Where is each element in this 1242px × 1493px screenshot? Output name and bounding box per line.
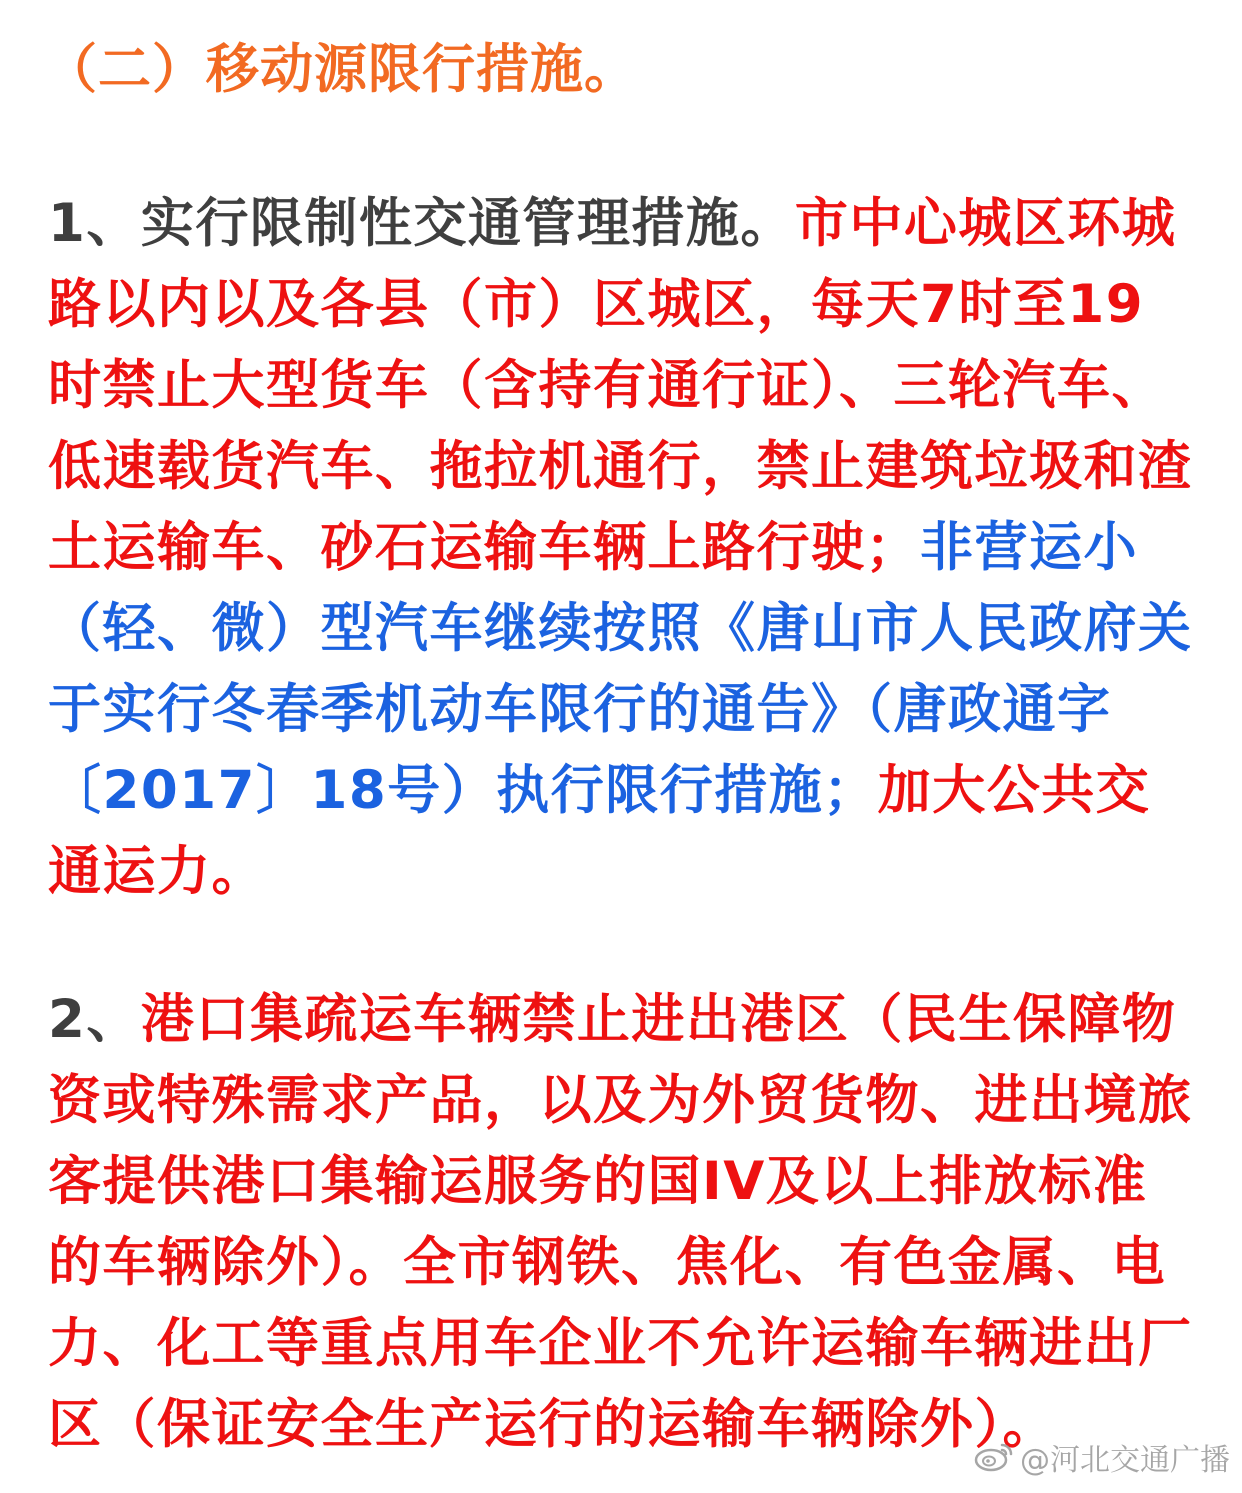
weibo-icon bbox=[974, 1441, 1014, 1473]
section-title: （二）移动源限行措施。 bbox=[44, 39, 638, 100]
item-1-paragraph bbox=[48, 183, 1198, 912]
item-1-prefix: 1、实行限制性交通管理措施。 bbox=[48, 193, 795, 254]
item-1-red-tail: 加大公共交通运力。 bbox=[48, 760, 1151, 902]
watermark-text: @河北交通广播 bbox=[1020, 1443, 1230, 1478]
item-2-prefix: 2、 bbox=[48, 989, 141, 1050]
item-2-paragraph bbox=[48, 979, 1198, 1465]
item-1-red-text: 市中心城区环城路以内以及各县（市）区城区，每天7时至19时禁止大型货车（含持有通行证）、三轮汽车、低速载货汽车、拖拉机通行，禁止建筑垃圾和渣土运输车、砂石运输车辆上路行驶； bbox=[48, 193, 1193, 578]
item-2-red-text: 港口集疏运车辆禁止进出港区（民生保障物资或特殊需求产品，以及为外贸货物、进出境旅客提供港口集输运服务的国IV及以上排放标准的车辆除外）。全市钢铁、焦化、有色金属、电力、化工等重点用车企业不允许运输车辆进出厂区（保证安全生产运行的运输车辆除外）。 bbox=[48, 989, 1193, 1455]
item-1-blue-text: 非营运小（轻、微）型汽车继续按照《唐山市人民政府关于实行冬春季机动车限行的通告》（唐政通字〔2017〕18号）执行限行措施； bbox=[48, 517, 1193, 821]
watermark bbox=[974, 1433, 1230, 1481]
